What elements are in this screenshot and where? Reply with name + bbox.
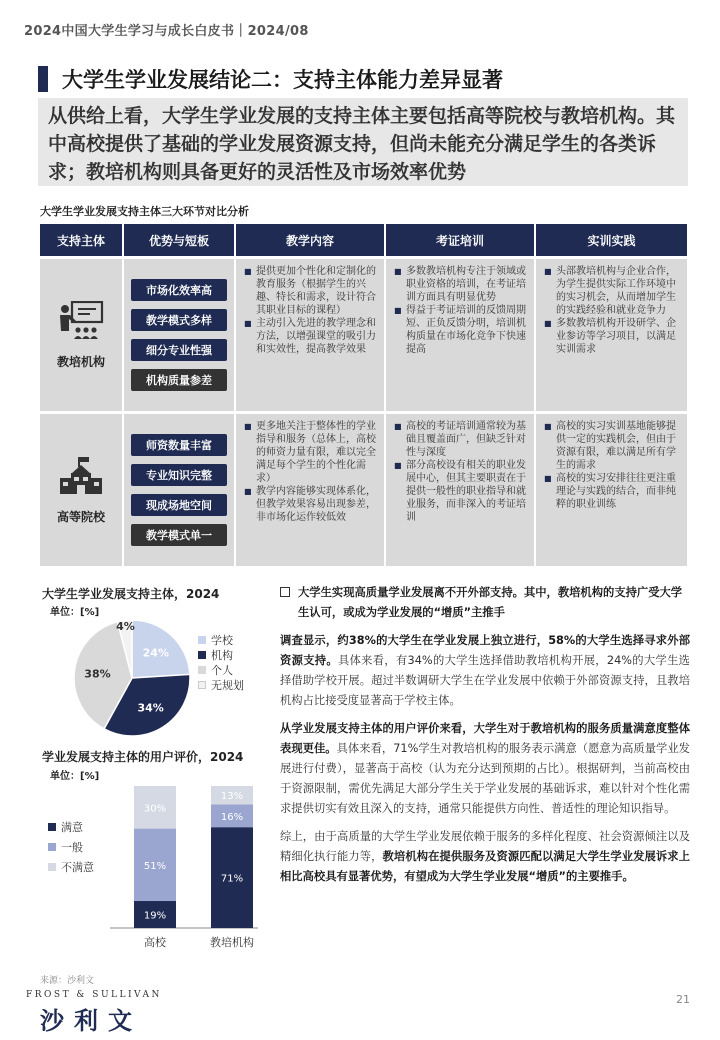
lead-text: 大学生实现高质量学业发展离不开外部支持。其中，教培机构的支持广受大学生认可，或成为学业发展的“增质”主推手 xyxy=(298,586,683,619)
body-text: 具体来看，有34%的大学生选择借助教培机构开展，24%的大学生选择借助学校开展。超过半数调研大学生在学业发展中依赖于外部资源支持，且教培机构占比接受度显著高于学校主体。 xyxy=(280,654,690,707)
bullet-icon: ■ xyxy=(544,267,552,276)
header-practice: 实训实践 xyxy=(536,224,687,256)
bar-data-label: 30% xyxy=(143,803,167,815)
table-row xyxy=(40,259,687,411)
legend-label: 满意 xyxy=(61,820,83,834)
bold-text: 调查显示，约38%的大学生在学业发展上独立进行，58%的大学生选择寻求外部资源支持。 xyxy=(280,634,690,667)
legend-item xyxy=(48,819,94,834)
logo-chinese: 沙利文 xyxy=(40,1007,142,1035)
pie-data-label: 34% xyxy=(137,701,164,715)
table-header-row xyxy=(40,224,687,256)
comparison-table xyxy=(40,224,687,566)
bullet-item: ■ 更多地关注于整体性的学业指导和服务（总体上，高校的师资力量有限，难以完全满足每个学生的个性化需求） xyxy=(244,421,376,484)
strength-tag: 现成场地空间 xyxy=(131,494,227,516)
bullet-item: ■ 提供更加个性化和定制化的教育服务（根据学生的兴趣、特长和需求，设计符合其职业目标的课程） xyxy=(244,266,376,316)
entity-label: 高等院校 xyxy=(56,509,105,524)
bar-data-label: 19% xyxy=(143,910,167,922)
certification-cell xyxy=(386,414,536,566)
bullet-icon: ■ xyxy=(394,306,402,315)
school-building-icon xyxy=(59,456,103,496)
legend-swatch xyxy=(48,843,56,851)
legend-item xyxy=(198,632,244,647)
weakness-tag: 教学模式单一 xyxy=(131,524,227,546)
table-title: 大学生学业发展支持主体三大环节对比分析 xyxy=(40,205,249,218)
legend-swatch xyxy=(198,681,206,689)
pie-chart-unit: 单位：[%] xyxy=(50,607,100,618)
legend-swatch xyxy=(198,651,206,659)
header-certification: 考证培训 xyxy=(386,224,536,256)
bullet-icon: ■ xyxy=(394,461,402,470)
pie-data-label: 4% xyxy=(116,620,135,634)
bullet-item: ■ 头部教培机构与企业合作，为学生提供实际工作环境中的实习机会，从而增加学生的实践经验和就业竞争力 xyxy=(544,266,676,316)
section-title xyxy=(38,64,688,94)
legend-item xyxy=(198,662,244,677)
bullet-item: ■ 高校的考证培训通常较为基础且覆盖面广，但缺乏针对性与深度 xyxy=(394,421,526,458)
legend-label: 学校 xyxy=(211,633,233,647)
analysis-paragraph xyxy=(280,719,690,819)
strength-tag: 师资数量丰富 xyxy=(131,434,227,456)
bold-text: 教培机构在提供服务及资源匹配以满足大学生学业发展诉求上相比高校具有显著优势，有望成为大学生学业发展“增质”的主要推手。 xyxy=(280,850,690,883)
teaching-cell xyxy=(236,259,386,411)
teaching-cell xyxy=(236,414,386,566)
legend-swatch xyxy=(48,823,56,831)
bullet-icon: ■ xyxy=(544,422,552,431)
pie-data-label: 24% xyxy=(142,646,169,660)
title-accent-bar xyxy=(38,66,48,92)
bullet-icon: ■ xyxy=(394,267,402,276)
source-note: 来源：沙利文 xyxy=(40,976,95,986)
bullet-item: ■ 高校的实习实训基地能够提供一定的实践机会，但由于资源有限，难以满足所有学生的需求 xyxy=(544,421,676,471)
bullet-item: ■ 多数教培机构开设研学、企业参访等学习项目，以满足实训需求 xyxy=(544,318,676,355)
legend-item xyxy=(48,839,94,854)
analysis-paragraph xyxy=(280,631,690,711)
bullet-icon: ■ xyxy=(544,319,552,328)
header-entity: 支持主体 xyxy=(40,224,124,256)
bullet-item: ■ 教学内容能够实现体系化，但教学效果容易出现参差，非市场化运作较低效 xyxy=(244,486,376,523)
body-text: 综上，由于高质量的大学生学业发展依赖于服务的多样化程度、社会资源倾注以及精细化执行能力等， xyxy=(280,830,690,863)
strength-tag: 市场化效率高 xyxy=(131,279,227,301)
pie-data-label: 38% xyxy=(84,667,111,681)
strength-tag: 专业知识完整 xyxy=(131,464,227,486)
legend-label: 个人 xyxy=(211,663,233,677)
bold-text: 从学业发展支持主体的用户评价来看，大学生对于教培机构的服务质量满意度整体表现更佳。 xyxy=(280,722,690,755)
body-text: 具体来看，71%学生对教培机构的服务表示满意（愿意为高质量学业发展进行付费），显著高于高校（认为充分达到预期的占比）。根据研判，当前高校由于资源限制，需优先满足大部分学生关于学业发展的基础诉求，难以针对个性化需求提供切实有效且深入的支持，通常只能提供方向性、普适性的理论知识指导。 xyxy=(280,742,690,815)
table-row xyxy=(40,414,687,566)
bullet-icon: ■ xyxy=(244,422,252,431)
bar-data-label: 51% xyxy=(143,860,167,872)
entity-label: 教培机构 xyxy=(56,354,105,369)
certification-cell xyxy=(386,259,536,411)
report-header: 2024中国大学生学习与成长白皮书｜2024/08 xyxy=(24,24,309,39)
strength-tag: 细分专业性强 xyxy=(131,339,227,361)
tags-cell xyxy=(124,414,236,566)
summary-box xyxy=(38,98,688,186)
bullet-icon: ■ xyxy=(244,267,252,276)
bullet-icon: ■ xyxy=(544,474,552,483)
practice-cell xyxy=(536,259,687,411)
page-title: 大学生学业发展结论二：支持主体能力差异显著 xyxy=(62,68,503,92)
header-pros-cons: 优势与短板 xyxy=(124,224,236,256)
pie-chart-title: 大学生学业发展支持主体，2024 xyxy=(42,587,220,601)
weakness-tag: 机构质量参差 xyxy=(131,369,227,391)
legend-item xyxy=(198,677,244,692)
bullet-item: ■ 主动引入先进的教学理念和方法，以增强课堂的吸引力和实效性，提高教学效果 xyxy=(244,318,376,355)
logo-english: FROST & SULLIVAN xyxy=(26,990,162,1000)
entity-cell xyxy=(40,259,124,411)
bar-data-label: 13% xyxy=(220,791,244,803)
legend-label: 无规划 xyxy=(211,678,244,692)
practice-cell xyxy=(536,414,687,566)
legend-swatch xyxy=(48,863,56,871)
checkbox-bullet-icon xyxy=(280,587,290,597)
x-tick-label: 高校 xyxy=(144,936,166,949)
bar-chart-title: 学业发展支持主体的用户评价，2024 xyxy=(42,750,244,764)
pie-legend xyxy=(198,632,244,692)
x-tick-label: 教培机构 xyxy=(210,936,254,949)
bullet-item: ■ 得益于考证培训的反馈周期短、正负反馈分明，培训机构质量在市场化竞争下快速提高 xyxy=(394,305,526,355)
analysis-paragraph xyxy=(280,827,690,887)
bar-legend xyxy=(48,819,94,879)
legend-swatch xyxy=(198,636,206,644)
pie-chart xyxy=(70,616,194,740)
header-teaching: 教学内容 xyxy=(236,224,386,256)
bullet-icon: ■ xyxy=(244,319,252,328)
legend-label: 不满意 xyxy=(61,860,94,874)
entity-cell xyxy=(40,414,124,566)
bar-data-label: 16% xyxy=(220,811,244,823)
summary-text: 从供给上看，大学生学业发展的支持主体主要包括高等院校与教培机构。其中高校提供了基础的学业发展资源支持，但尚未能充分满足学生的各类诉求；教培机构则具备更好的灵活性及市场效率优势 xyxy=(48,105,676,183)
bullet-item: ■ 多数教培机构专注于领域或职业资格的培训，在考证培训方面具有明显优势 xyxy=(394,266,526,303)
page-number: 21 xyxy=(676,993,690,1006)
strength-tag: 教学模式多样 xyxy=(131,309,227,331)
legend-swatch xyxy=(198,666,206,674)
bullet-item: ■ 部分高校设有相关的职业发展中心，但其主要职责在于提供一般性的职业指导和就业服务，而非深入的考证培训 xyxy=(394,460,526,523)
legend-label: 一般 xyxy=(61,840,83,854)
analysis-lead xyxy=(280,583,690,623)
bullet-item: ■ 高校的实习安排往往更注重理论与实践的结合，而非纯粹的职业训练 xyxy=(544,473,676,510)
bullet-icon: ■ xyxy=(244,487,252,496)
bullet-icon: ■ xyxy=(394,422,402,431)
bar-data-label: 71% xyxy=(220,873,244,885)
teacher-presentation-icon xyxy=(58,301,104,341)
legend-item xyxy=(48,859,94,874)
bar-chart-unit: 单位：[%] xyxy=(50,771,100,782)
legend-label: 机构 xyxy=(211,648,233,662)
legend-item xyxy=(198,647,244,662)
tags-cell xyxy=(124,259,236,411)
analysis-text xyxy=(280,583,690,895)
